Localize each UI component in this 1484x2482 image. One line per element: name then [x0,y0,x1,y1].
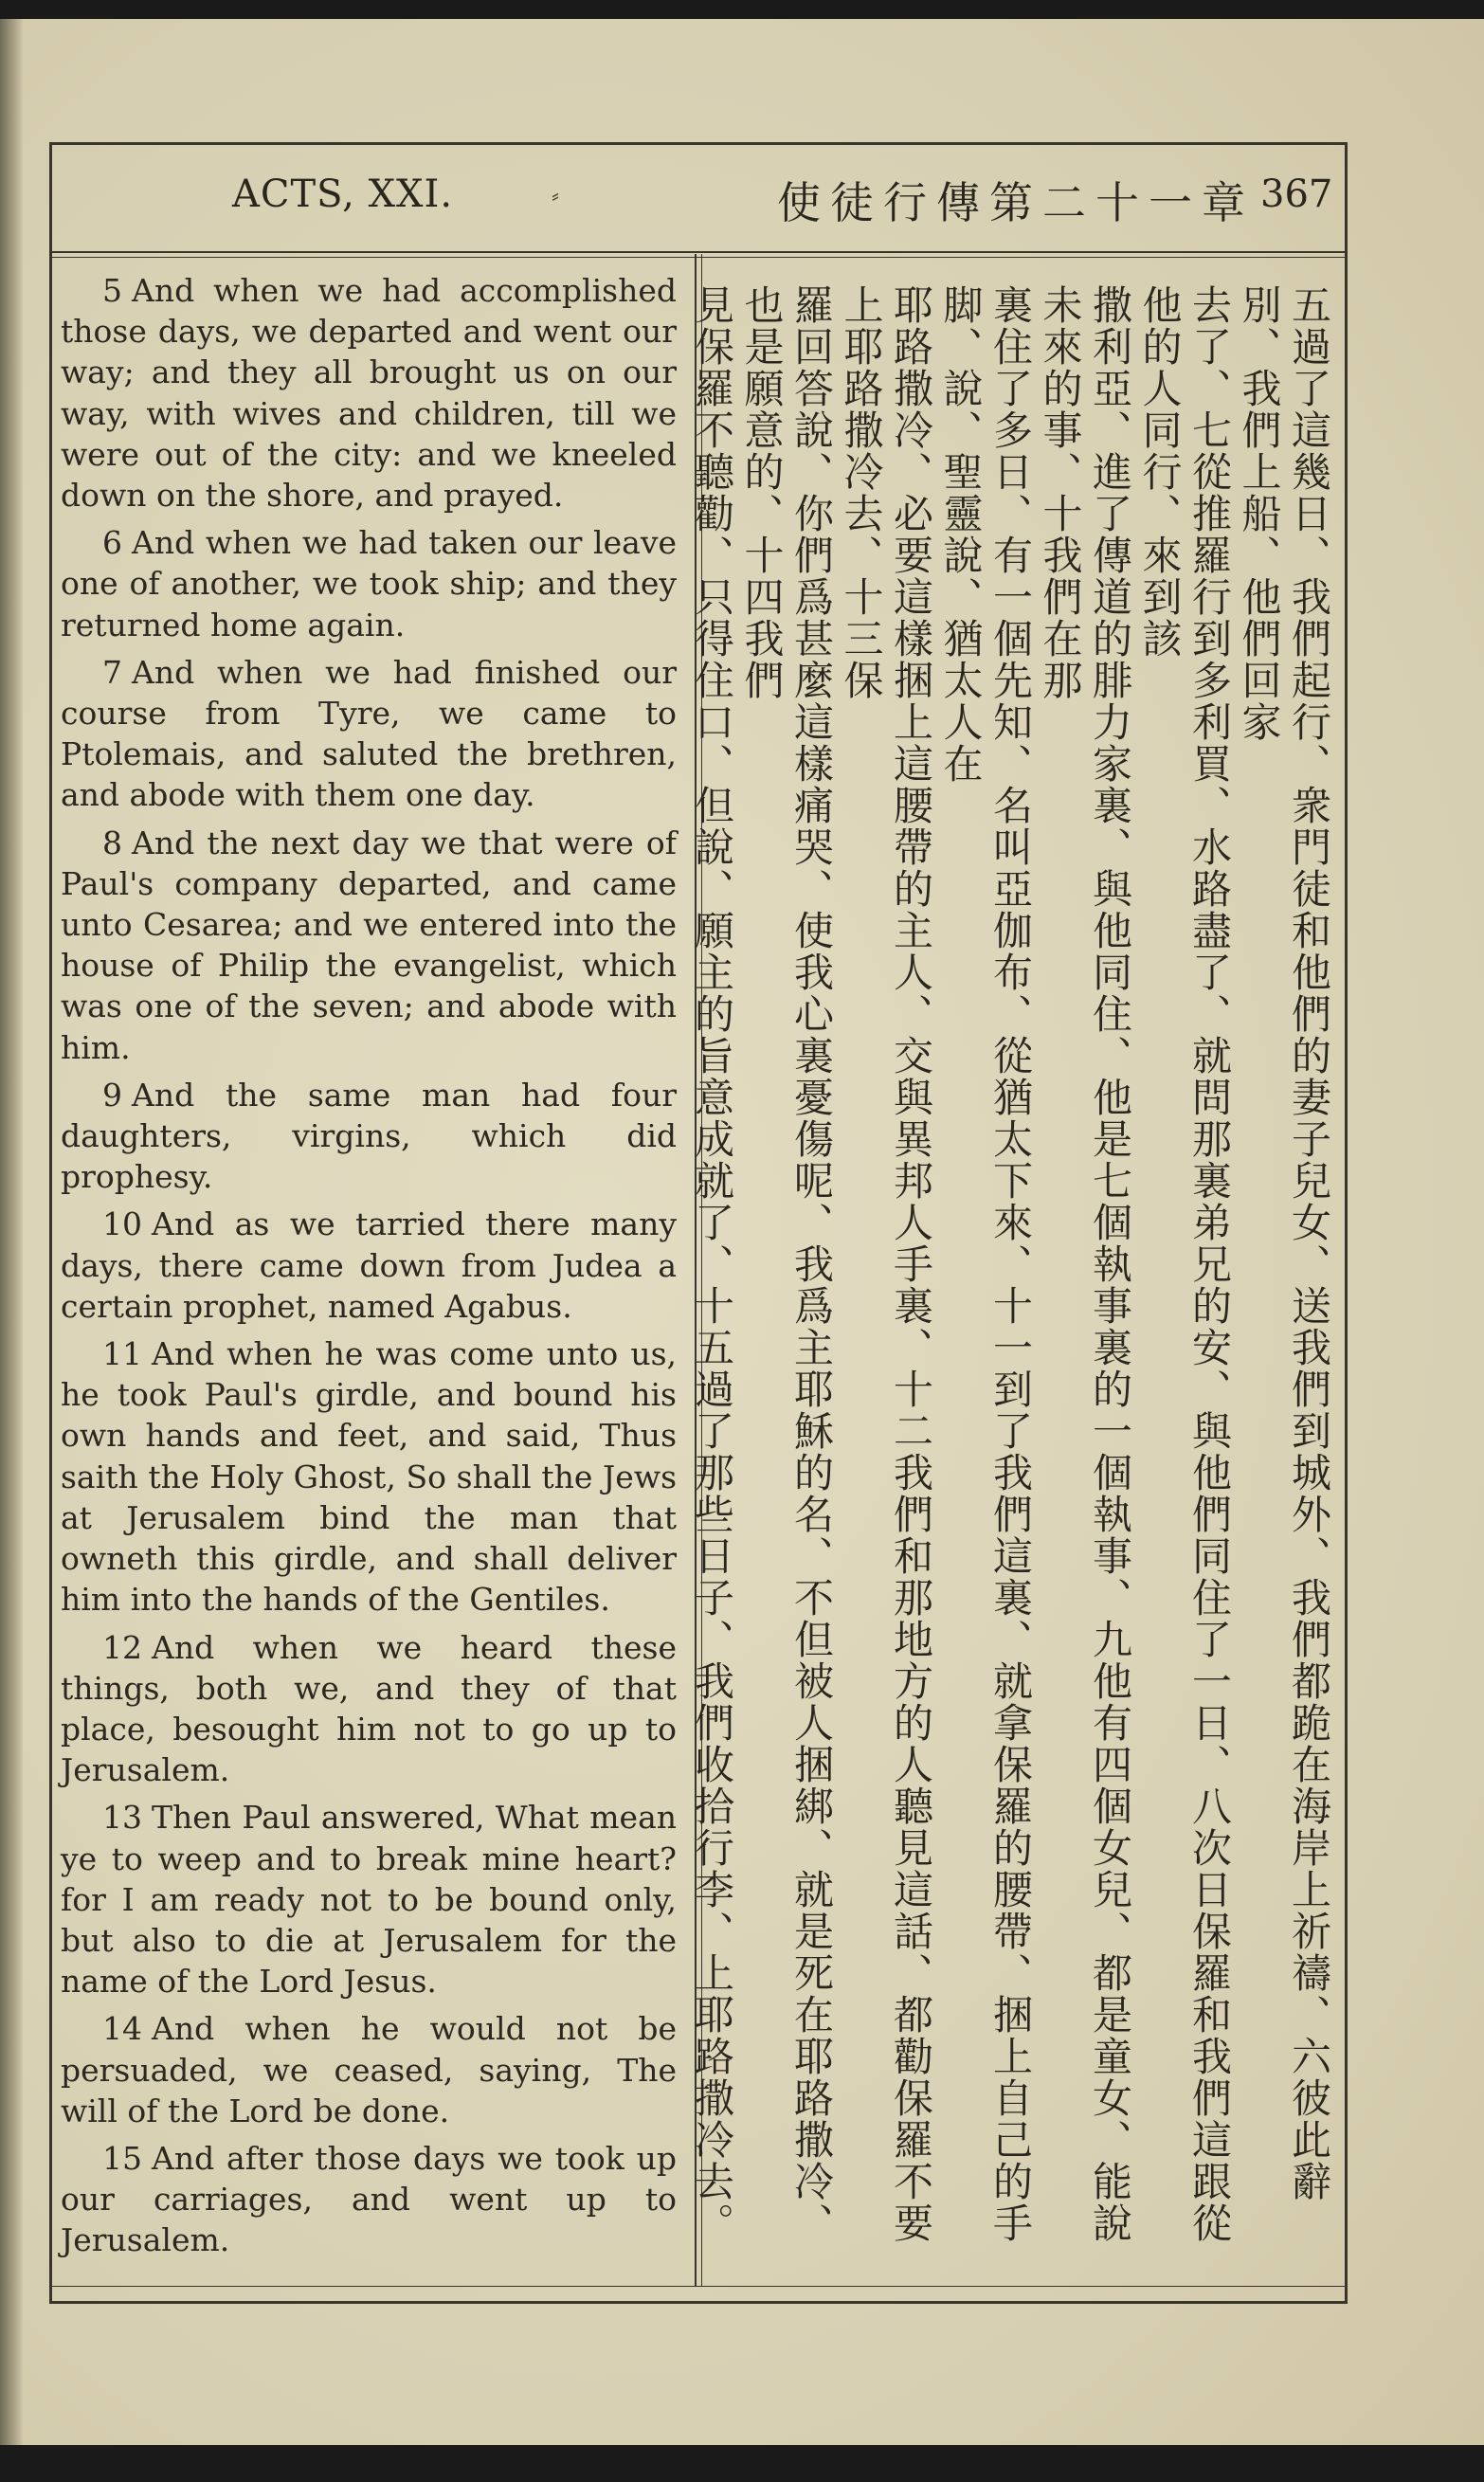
verse-text: And when he would not be persuaded, we ceased, saying, The will of the Lord be done. [61,2010,677,2129]
verse-text: And as we tarried there many days, there came down from Judea a certain prophet, named Agabus. [61,1205,677,1325]
page-number: 367 [1260,172,1333,216]
verse-6 [61,522,677,645]
chinese-line: 羅回答說、你們爲甚麼這樣痛哭、使我心裏憂傷呢、我爲主耶穌的名、不但被人捆綁、就是死在耶路撒冷、也是願意的、十四我們 [738,284,835,2244]
chinese-line: 裏住了多日、有一個先知、名叫亞伽布、從猶太下來、十一到了我們這裏、就拿保羅的腰帶、捆上自己的手脚、說、聖靈說、猶太人在 [937,284,1034,2244]
header-mark: ⸗ [552,182,559,208]
verse-number: 8 [102,824,122,861]
verse-13 [61,1797,677,2002]
verse-15 [61,2138,677,2261]
verse-text: And when we heard these things, both we, and they of that place, besought him not to go up to Jerusalem. [61,1628,677,1789]
verse-text: And the next day we that were of Paul's company departed, and came unto Cesarea; and we entered into the house of Philip the evangelist, which was one of the seven; and abode with him. [61,824,677,1066]
header-english-title: ACTS, XXI. [232,172,454,216]
verse-number: 6 [102,524,122,562]
verse-10 [61,1204,677,1327]
verse-text: And when we had taken our leave one of another, we took ship; and they returned home again. [61,524,677,643]
verse-number: 7 [102,653,122,691]
verse-number: 13 [102,1799,142,1837]
verse-text: And when we had accomplished those days, we departed and went our way; and they all brought us on our way, with wives and children, till we were out of the city: and we kneeled down on the shore, and prayed. [61,272,677,515]
verse-text: And after those days we took up our carriages, and went up to Jerusalem. [61,2139,677,2259]
verse-7 [61,652,677,816]
verse-text: And when he was come unto us, he took Paul's girdle, and bound his own hands and feet, and said, Thus saith the Holy Ghost, So shall the Jews at Jerusalem bind the man that owneth this girdle, and shall deliver him into the hands of the Gentiles. [61,1335,677,1619]
chinese-text-column [689,284,1333,2284]
verse-number: 5 [102,272,122,309]
header-chinese-title: 使徒行傳第二十一章 [777,177,1255,228]
chinese-line: 見保羅不聽勸、只得住口、但說、願主的旨意成就了、十五過了那些日子、我們收拾行李、上耶路撒冷去。 [689,284,735,2244]
verse-number: 11 [102,1335,142,1373]
header-rule [49,251,1345,253]
verse-number: 10 [102,1205,142,1243]
chinese-line: 耶路撒冷、必要這樣捆上這腰帶的主人、交與異邦人手裏、十二我們和那地方的人聽見這話、都勸保羅不要上耶路撒冷去、十三保 [838,284,934,2244]
verse-text: And the same man had four daughters, virgins, which did prophesy. [61,1076,677,1196]
verse-11 [61,1333,677,1620]
verse-text: And when we had finished our course from Tyre, we came to Ptolemais, and saluted the brethren, and abode with them one day. [61,653,677,814]
verse-number: 14 [102,2010,142,2048]
verse-14 [61,2008,677,2131]
verse-9 [61,1075,677,1198]
verse-8 [61,823,677,1068]
bottom-rule [49,2286,1345,2287]
verse-number: 9 [102,1076,122,1114]
verse-text: Then Paul answered, What mean ye to weep and to break mine heart? for I am ready not to be bound only, but also to die at Jerusalem for the name of the Lord Jesus. [61,1799,677,2001]
chinese-line: 撒利亞、進了傳道的腓力家裏、與他同住、他是七個執事裏的一個執事、九他有四個女兒、都是童女、能說未來的事、十我們在那 [1037,284,1133,2244]
header-rule-inner [49,257,1345,258]
chinese-line: 去了、七從推羅行到多利買、水路盡了、就問那裏弟兄的安、與他們同住了一日、八次日保羅和我們這跟從他的人同行、來到該 [1136,284,1233,2244]
verse-number: 12 [102,1628,142,1666]
chinese-line: 五過了這幾日、我們起行、衆門徒和他們的妻子兒女、送我們到城外、我們都跪在海岸上祈禱、六彼此辭別、我們上船、他們回家 [1236,284,1332,2202]
english-text-column [61,270,677,2268]
verse-12 [61,1627,677,1791]
verse-number: 15 [102,2139,142,2177]
book-spine [0,19,23,2445]
verse-5 [61,270,677,516]
